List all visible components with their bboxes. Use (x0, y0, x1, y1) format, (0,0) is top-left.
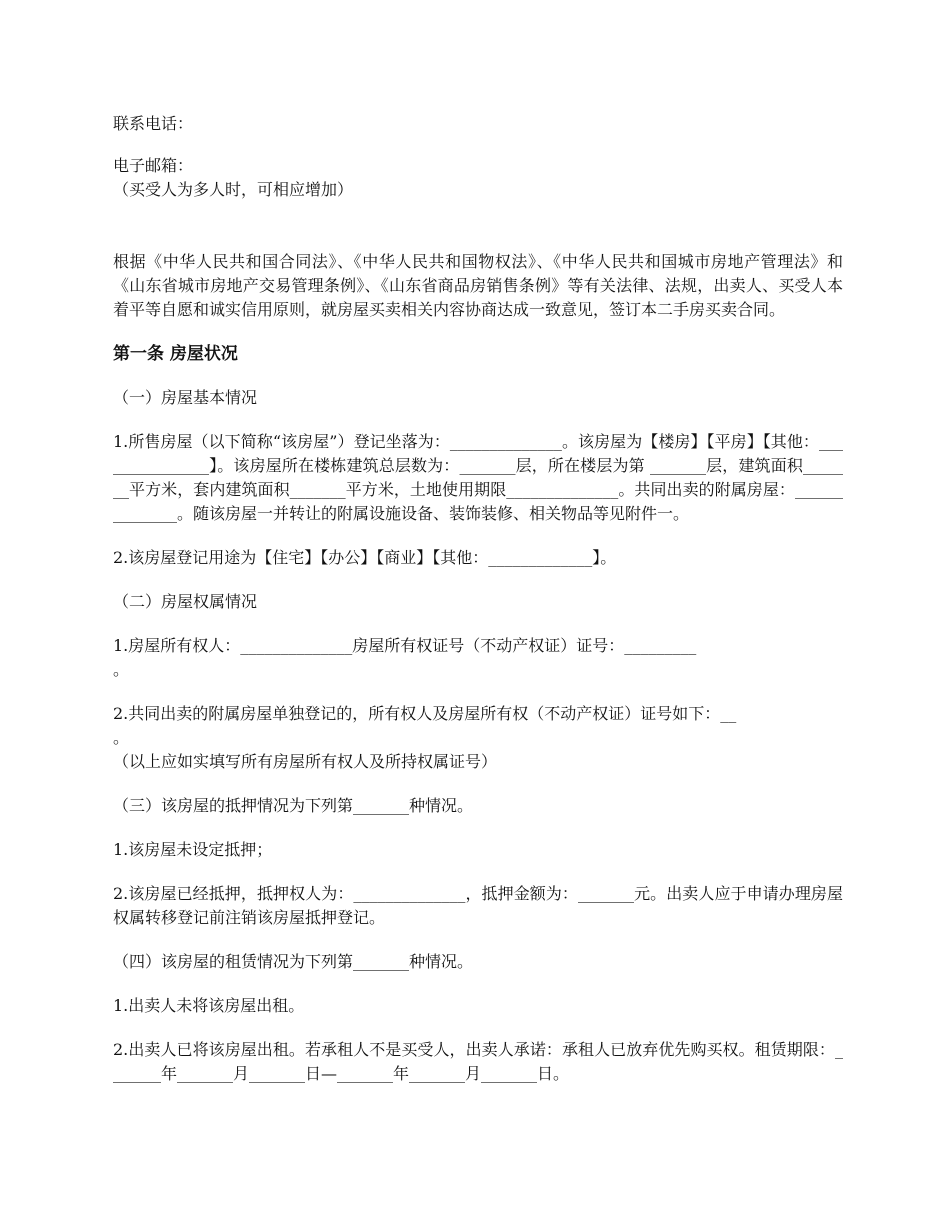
sec4-title: （四）该房屋的租赁情况为下列第_______种情况。 (113, 952, 474, 971)
sec2-item1-line1: 1.房屋所有权人：______________房屋所有权证号（不动产权证）证号：_________ (113, 636, 697, 655)
sec1-title: （一）房屋基本情况 (113, 388, 258, 407)
article1-title: 第一条 房屋状况 (113, 344, 238, 364)
sec2-item2-line1: 2.共同出卖的附属房屋单独登记的，所有权人及房屋所有权（不动产权证）证号如下：__ (113, 704, 737, 723)
sec3-item1: 1.该房屋未设定抵押； (113, 840, 273, 859)
contract-page (113, 112, 843, 1086)
phone-label: 联系电话： (113, 114, 194, 133)
sec2-item2-line2: 。 (113, 728, 130, 747)
sec2-item2-note: （以上应如实填写所有房屋所有权人及所持权属证号） (113, 752, 498, 771)
sec4-item1: 1.出卖人未将该房屋出租。 (113, 996, 305, 1015)
sec2-item1-line2: 。 (113, 660, 130, 679)
email-label: 电子邮箱： (113, 156, 194, 175)
sec3-item2: 2.该房屋已经抵押，抵押权人为：______________，抵押金额为：_______元。出卖人应于申请办理房屋权属转移登记前注销该房屋抵押登记。 (113, 884, 843, 927)
sec1-item2: 2.该房屋登记用途为【住宅】【办公】【商业】【其他：_____________】。 (113, 548, 617, 567)
sec1-item1: 1.所售房屋（以下简称“该房屋”）登记坐落为：______________。该房屋为【楼房】【平房】【其他：_______________】。该房屋所在楼栋建筑总层数为：_______层，所在楼层为第 _______层，建筑面积_______平方米，套内建筑面积_______平方米，土地使用期限______________。共同出卖的附属房屋：______________。随该房屋一并转让的附属设施设备、装饰装修、相关物品等见附件一。 (113, 432, 843, 523)
sec2-title: （二）房屋权属情况 (113, 592, 258, 611)
sec4-item2: 2.出卖人已将该房屋出租。若承租人不是买受人，出卖人承诺：承租人已放弃优先购买权。租赁期限：_______年_______月_______日—_______年_______月_______日。 (113, 1040, 843, 1083)
preamble-paragraph: 根据《中华人民共和国合同法》、《中华人民共和国物权法》、《中华人民共和国城市房地产管理法》和《山东省城市房地产交易管理条例》、《山东省商品房销售条例》等有关法律、法规，出卖人、买受人本着平等自愿和诚实信用原则，就房屋买卖相关内容协商达成一致意见，签订本二手房买卖合同。 (113, 252, 843, 319)
buyer-note: （买受人为多人时，可相应增加） (113, 180, 354, 199)
sec3-title: （三）该房屋的抵押情况为下列第_______种情况。 (113, 796, 474, 815)
